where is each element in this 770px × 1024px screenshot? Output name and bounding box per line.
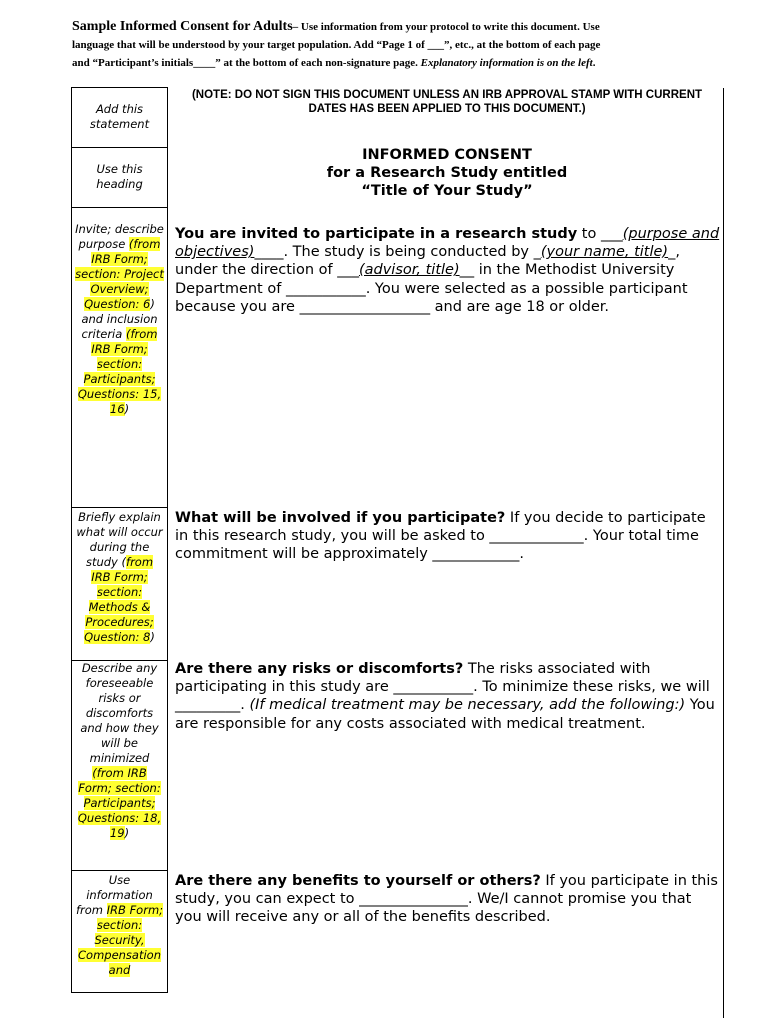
header-line3: and “Participant’s initials____” at the bottom of each non-signature page. bbox=[72, 57, 421, 69]
paragraph-invitation: You are invited to participate in a research study to ___(purpose and objectives)____. The study is being conducted by _(your name, title)_, under the direction of ___(advisor, title)__ in the Methodist University Department of ___________. You were selected as a possible participant because you are __________________ and are age 18 or older. bbox=[175, 226, 720, 315]
highlighted-reference: (from IRB Form; section: Participants; Questions: 18, 19 bbox=[77, 766, 162, 840]
sidebar-box-invite: Invite; describe purpose (from IRB Form; section: Project Overview; Question: 6) and inclusion criteria (from IRB Form; section: Participants; Questions: 15, 16) bbox=[71, 207, 168, 508]
sidebar-text: Use this heading bbox=[96, 162, 143, 191]
right-border-line bbox=[723, 88, 724, 1018]
sidebar-box-risks: Describe any foreseeable risks or discomforts and how they will be minimized (from IRB Form; section: Participants; Questions: 18, 19) bbox=[71, 660, 168, 871]
highlighted-reference: from IRB Form; section: Methods & Procedures; Question: 8 bbox=[84, 555, 154, 644]
header-title: Sample Informed Consent for Adults bbox=[72, 19, 293, 34]
highlighted-reference: IRB Form; section: Security, Compensation and bbox=[78, 903, 164, 977]
italic-instruction: (If medical treatment may be necessary, add the following:) bbox=[249, 697, 686, 714]
sidebar-box-heading bbox=[71, 147, 168, 208]
question-heading: Are there any benefits to yourself or others? bbox=[175, 873, 541, 889]
sidebar-text: Add this statement bbox=[89, 102, 150, 131]
header-explanatory: Explanatory information is on the left bbox=[420, 57, 593, 69]
sidebar-box-add-statement bbox=[71, 87, 168, 148]
header-line1: – Use information from your protocol to write this document. Use bbox=[292, 21, 600, 33]
paragraph-benefits: Are there any benefits to yourself or others? If you participate in this study, you can expect to _______________. We/I cannot promise you that you will receive any or all of the benefits described. bbox=[175, 873, 718, 926]
placeholder-field: (your name, title) bbox=[540, 244, 669, 261]
paragraph-risks: Are there any risks or discomforts? The risks associated with participating in this study are ___________. To minimize these risks, we will _________. (If medical treatment may be necessary, add the following:) You are responsible for any costs associated with medical treatment. bbox=[175, 661, 715, 732]
paragraph-involvement: What will be involved if you participate? If you decide to participate in this research study, you will be asked to _____________. Your total time commitment will be approximately ____________. bbox=[175, 510, 706, 563]
highlighted-reference: (from IRB Form; section: Project Overview; Question: 6 bbox=[75, 237, 164, 311]
question-heading: You are invited to participate in a research study bbox=[175, 226, 578, 242]
question-heading: What will be involved if you participate? bbox=[175, 510, 506, 526]
highlighted-reference: (from IRB Form; section: Participants; Questions: 15, 16 bbox=[77, 327, 162, 416]
irb-note: (NOTE: DO NOT SIGN THIS DOCUMENT UNLESS AN IRB APPROVAL STAMP WITH CURRENT DATES HAS BEEN APPLIED TO THIS DOCUMENT.) bbox=[191, 89, 703, 115]
placeholder-field: (purpose and objectives) bbox=[175, 226, 720, 261]
question-heading: Are there any risks or discomforts? bbox=[175, 661, 464, 677]
sidebar-box-procedures: Briefly explain what will occur during the study (from IRB Form; section: Methods & Procedures; Question: 8) bbox=[71, 507, 168, 661]
placeholder-field: (advisor, title) bbox=[358, 262, 460, 279]
sidebar-box-benefits: Use information from IRB Form; section: Security, Compensation and bbox=[71, 870, 168, 993]
title-line1: INFORMED CONSENT bbox=[362, 147, 532, 163]
page-header: Sample Informed Consent for Adults– Use information from your protocol to write this document. Use language that will be understood by your target population. Add “Page 1 of ___”, etc., at the bottom of each page and “Participant’s initials____” at the bottom of each non-signature page. Explanatory information is on the left. bbox=[72, 19, 601, 69]
header-line2: language that will be understood by your target population. Add “Page 1 of ___”, etc., at the bottom of each page bbox=[72, 39, 601, 51]
document-title bbox=[172, 146, 722, 200]
title-line2: for a Research Study entitled bbox=[326, 165, 568, 181]
title-line3: “Title of Your Study” bbox=[361, 183, 533, 199]
